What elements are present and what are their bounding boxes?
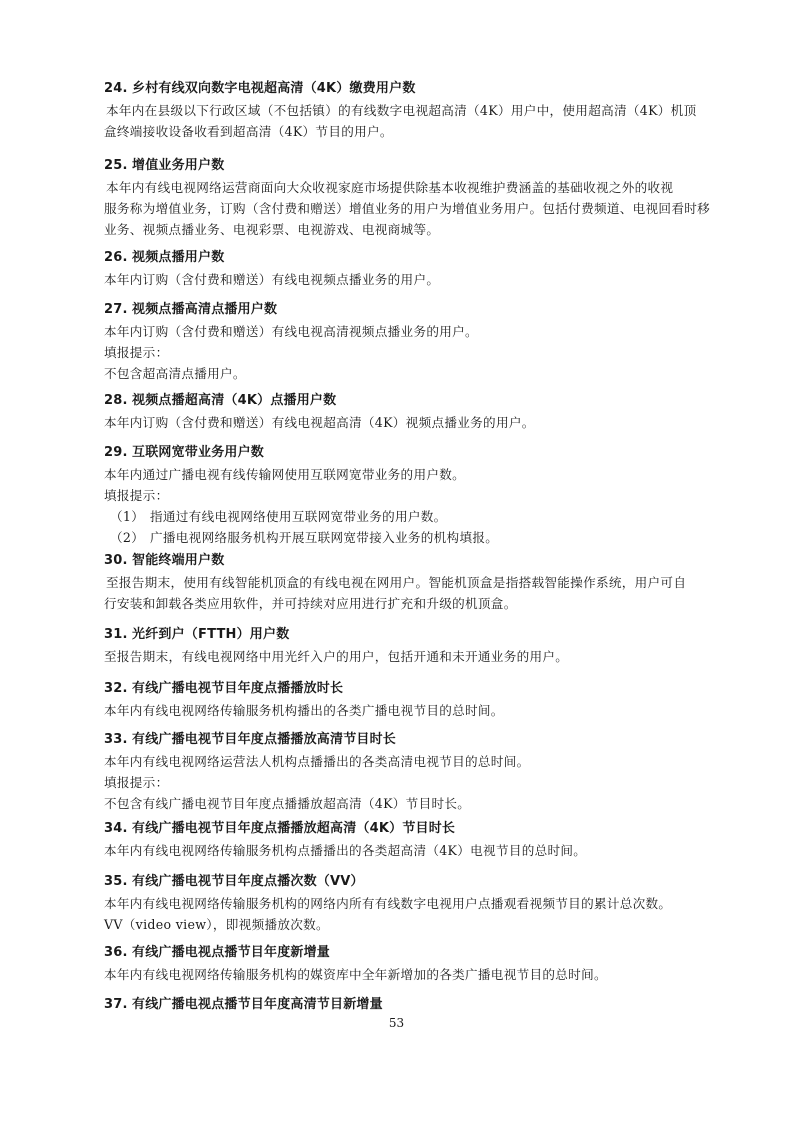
section-number: 25. xyxy=(104,158,128,173)
section-33 xyxy=(104,729,724,814)
section-heading xyxy=(104,871,724,893)
section-28 xyxy=(104,390,724,433)
section-number: 34. xyxy=(104,821,128,836)
section-30 xyxy=(104,550,724,614)
section-heading xyxy=(104,550,724,572)
body-line: 不包含有线广播电视节目年度点播播放超高清（4K）节目时长。 xyxy=(104,796,471,811)
section-25 xyxy=(104,155,724,240)
body-line: 服务称为增值业务，订购（含付费和赠送）增值业务的用户为增值业务用户。包括付费频道、电视回看时移 xyxy=(104,201,711,216)
section-27 xyxy=(104,299,724,384)
list-item xyxy=(104,506,724,527)
fill-hint-label: 填报提示： xyxy=(104,488,169,503)
section-title: 有线广播电视节目年度点播播放时长 xyxy=(132,681,344,696)
body-line: 至报告期末，使用有线智能机顶盒的有线电视在网用户。智能机顶盒是指搭载智能操作系统，用户可自 xyxy=(106,575,687,590)
section-heading xyxy=(104,155,724,177)
section-number: 35. xyxy=(104,874,128,889)
body-line: 本年内在县级以下行政区域（不包括镇）的有线数字电视超高清（4K）用户中，使用超高清（4K）机顶 xyxy=(106,103,697,118)
body-line: 盒终端接收设备收看到超高清（4K）节目的用户。 xyxy=(104,124,393,139)
section-number: 26. xyxy=(104,250,128,265)
body-line: 本年内有线电视网络传输服务机构的网络内所有有线数字电视用户点播观看视频节目的累计总次数。 xyxy=(104,896,672,911)
section-heading xyxy=(104,942,724,964)
body-line: 本年内有线电视网络传输服务机构播出的各类广播电视节目的总时间。 xyxy=(104,703,504,718)
page-number: 53 xyxy=(388,1016,405,1030)
body-line: 本年内有线电视网络传输服务机构点播播出的各类超高清（4K）电视节目的总时间。 xyxy=(104,843,587,858)
section-number: 28. xyxy=(104,393,128,408)
section-title: 增值业务用户数 xyxy=(132,158,225,173)
section-heading xyxy=(104,390,724,412)
section-heading xyxy=(104,818,724,840)
section-number: 30. xyxy=(104,553,128,568)
body-line: VV（video view），即视频播放次数。 xyxy=(104,917,329,932)
section-heading xyxy=(104,247,724,269)
section-heading xyxy=(104,678,724,700)
section-heading xyxy=(104,78,724,100)
section-number: 31. xyxy=(104,627,128,642)
section-number: 32. xyxy=(104,681,128,696)
section-title: 视频点播超高清（4K）点播用户数 xyxy=(132,393,337,408)
section-number: 27. xyxy=(104,302,128,317)
section-title: 智能终端用户数 xyxy=(132,553,225,568)
list-item-text: 广播电视网络服务机构开展互联网宽带接入业务的机构填报。 xyxy=(150,530,499,545)
section-26 xyxy=(104,247,724,290)
section-heading xyxy=(104,442,724,464)
section-title: 视频点播用户数 xyxy=(132,250,225,265)
section-number: 24. xyxy=(104,81,128,96)
section-32 xyxy=(104,678,724,721)
body-line: 业务、视频点播业务、电视彩票、电视游戏、电视商城等。 xyxy=(104,222,440,237)
section-title: 视频点播高清点播用户数 xyxy=(132,302,278,317)
section-37 xyxy=(104,994,724,1016)
list-marker: （2） xyxy=(110,530,145,545)
section-heading xyxy=(104,299,724,321)
section-number: 33. xyxy=(104,732,128,747)
section-title: 有线广播电视节目年度点播播放超高清（4K）节目时长 xyxy=(132,821,456,836)
body-line: 本年内有线电视网络传输服务机构的媒资库中全年新增加的各类广播电视节目的总时间。 xyxy=(104,967,607,982)
section-title: 有线广播电视节目年度点播次数（VV） xyxy=(132,874,364,889)
section-36 xyxy=(104,942,724,985)
section-29 xyxy=(104,442,724,548)
section-title: 光纤到户（FTTH）用户数 xyxy=(132,627,290,642)
section-title: 有线广播电视节目年度点播播放高清节目时长 xyxy=(132,732,397,747)
section-number: 29. xyxy=(104,445,128,460)
section-31 xyxy=(104,624,724,667)
section-title: 互联网宽带业务用户数 xyxy=(132,445,265,460)
body-line: 行安装和卸载各类应用软件，并可持续对应用进行扩充和升级的机顶盒。 xyxy=(104,596,517,611)
section-24 xyxy=(104,78,724,142)
list-item-text: 指通过有线电视网络使用互联网宽带业务的用户数。 xyxy=(150,509,447,524)
body-line: 至报告期末，有线电视网络中用光纤入户的用户，包括开通和未开通业务的用户。 xyxy=(104,649,569,664)
fill-hint-label: 填报提示： xyxy=(104,345,169,360)
section-title: 乡村有线双向数字电视超高清（4K）缴费用户数 xyxy=(132,81,416,96)
fill-hint-label: 填报提示： xyxy=(104,775,169,790)
section-number: 37. xyxy=(104,997,128,1012)
body-line: 本年内有线电视网络运营法人机构点播播出的各类高清电视节目的总时间。 xyxy=(104,754,530,769)
section-heading xyxy=(104,624,724,646)
body-line: 本年内订购（含付费和赠送）有线电视频点播业务的用户。 xyxy=(104,272,440,287)
section-number: 36. xyxy=(104,945,128,960)
section-heading xyxy=(104,729,724,751)
body-line: 本年内有线电视网络运营商面向大众收视家庭市场提供除基本收视维护费涵盖的基础收视之外的收视 xyxy=(106,180,674,195)
body-line: 本年内订购（含付费和赠送）有线电视超高清（4K）视频点播业务的用户。 xyxy=(104,415,535,430)
section-title: 有线广播电视点播节目年度高清节目新增量 xyxy=(132,997,383,1012)
section-35 xyxy=(104,871,724,935)
body-line: 本年内通过广播电视有线传输网使用互联网宽带业务的用户数。 xyxy=(104,467,466,482)
section-title: 有线广播电视点播节目年度新增量 xyxy=(132,945,331,960)
list-item xyxy=(104,527,724,548)
section-heading xyxy=(104,994,724,1016)
body-line: 本年内订购（含付费和赠送）有线电视高清视频点播业务的用户。 xyxy=(104,324,478,339)
body-line: 不包含超高清点播用户。 xyxy=(104,366,246,381)
section-34 xyxy=(104,818,724,861)
list-marker: （1） xyxy=(110,509,145,524)
